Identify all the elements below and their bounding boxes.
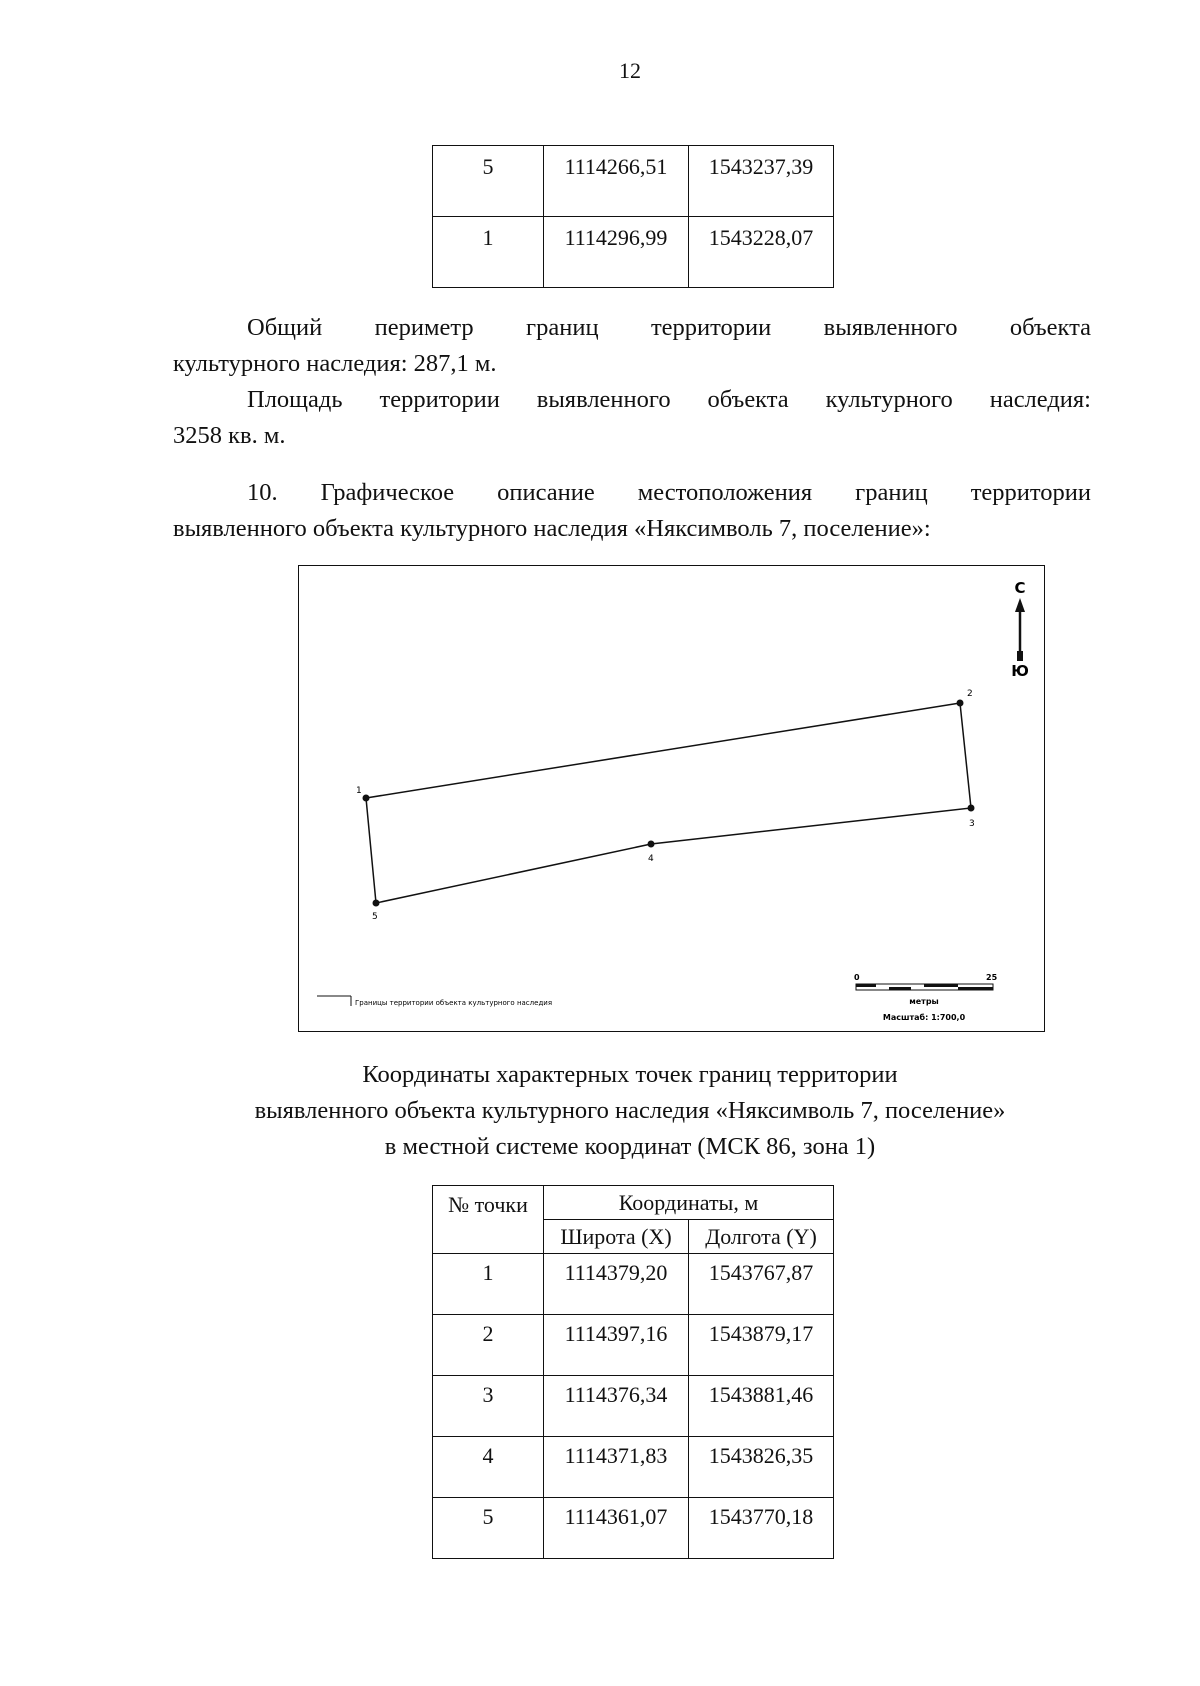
longitude-cell: 1543228,07: [689, 217, 834, 288]
latitude-cell: 1114371,83: [544, 1437, 689, 1498]
coordinates-header: Координаты, м: [544, 1186, 834, 1220]
latitude-cell: 1114376,34: [544, 1376, 689, 1437]
point-label: 3: [969, 819, 975, 829]
latitude-cell: 1114379,20: [544, 1254, 689, 1315]
longitude-header: Долгота (Y): [689, 1220, 834, 1254]
scale-end-label: 25: [986, 973, 998, 982]
map-legend: [317, 996, 552, 1007]
latitude-cell: 1114361,07: [544, 1498, 689, 1559]
table-row: [433, 1315, 834, 1376]
legend-label: Границы территории объекта культурного наследия: [355, 999, 553, 1007]
table-row: [433, 146, 834, 217]
scale-unit-label: метры: [909, 997, 939, 1006]
point-number-cell: 2: [433, 1315, 544, 1376]
page-number: 12: [619, 58, 641, 83]
coordinates-caption: [0, 1057, 1200, 1165]
table-row: [433, 1376, 834, 1437]
perimeter-paragraph: [173, 310, 1091, 382]
section-10-line-1: 10. Графическое описание местоположения границ территории: [247, 479, 1091, 506]
section-10-line-2: выявленного объекта культурного наследия «Няксимволь 7, поселение»:: [173, 515, 931, 542]
longitude-cell: 1543767,87: [689, 1254, 834, 1315]
longitude-cell: 1543826,35: [689, 1437, 834, 1498]
continued-coordinates-table: [432, 145, 834, 288]
table-row: [433, 1254, 834, 1315]
boundary-point-5: [372, 900, 380, 923]
longitude-cell: 1543770,18: [689, 1498, 834, 1559]
table-row: [433, 1437, 834, 1498]
scale-ratio-label: Масштаб: 1:700,0: [882, 1013, 966, 1022]
point-number-cell: 4: [433, 1437, 544, 1498]
longitude-cell: 1543237,39: [689, 146, 834, 217]
point-number-cell: 3: [433, 1376, 544, 1437]
point-label: 4: [648, 854, 654, 864]
point-number-header: № точки: [433, 1186, 544, 1254]
coordinates-table: [432, 1185, 834, 1559]
point-number-cell: 1: [433, 217, 544, 288]
caption-line-3: в местной системе координат (МСК 86, зона 1): [384, 1133, 876, 1160]
perimeter-line-1: Общий периметр границ территории выявленного объекта: [247, 314, 1091, 341]
point-label: 1: [356, 786, 362, 796]
scale-start-label: 0: [854, 973, 860, 982]
latitude-cell: 1114397,16: [544, 1315, 689, 1376]
area-line-2: 3258 кв. м.: [173, 422, 286, 449]
boundary-point-3: [968, 805, 975, 830]
boundary-map: [298, 565, 1045, 1032]
area-paragraph: [173, 382, 1091, 454]
boundary-map-drawing: [299, 566, 1044, 1031]
section-10-paragraph: [173, 475, 1091, 547]
boundary-point-1: [356, 786, 370, 802]
caption-line-1: Координаты характерных точек границ территории: [362, 1061, 898, 1088]
boundary-point-4: [648, 841, 655, 865]
boundary-point-2: [957, 689, 973, 707]
point-number-cell: 1: [433, 1254, 544, 1315]
point-number-cell: 5: [433, 146, 544, 217]
compass-north-label: С: [1014, 579, 1026, 597]
latitude-cell: 1114266,51: [544, 146, 689, 217]
point-label: 5: [372, 912, 378, 922]
scale-bar: [854, 973, 998, 1022]
compass-south-label: Ю: [1011, 662, 1029, 680]
table-header-row: [433, 1186, 834, 1220]
table-row: [433, 217, 834, 288]
longitude-cell: 1543881,46: [689, 1376, 834, 1437]
boundary-polygon: [366, 703, 971, 903]
latitude-cell: 1114296,99: [544, 217, 689, 288]
perimeter-line-2: культурного наследия: 287,1 м.: [173, 350, 497, 377]
point-label: 2: [967, 689, 973, 699]
compass-icon: [1011, 579, 1029, 680]
caption-line-2: выявленного объекта культурного наследия «Няксимволь 7, поселение»: [254, 1097, 1006, 1124]
latitude-header: Широта (X): [544, 1220, 689, 1254]
point-number-cell: 5: [433, 1498, 544, 1559]
longitude-cell: 1543879,17: [689, 1315, 834, 1376]
area-line-1: Площадь территории выявленного объекта культурного наследия:: [247, 386, 1091, 413]
table-row: [433, 1498, 834, 1559]
